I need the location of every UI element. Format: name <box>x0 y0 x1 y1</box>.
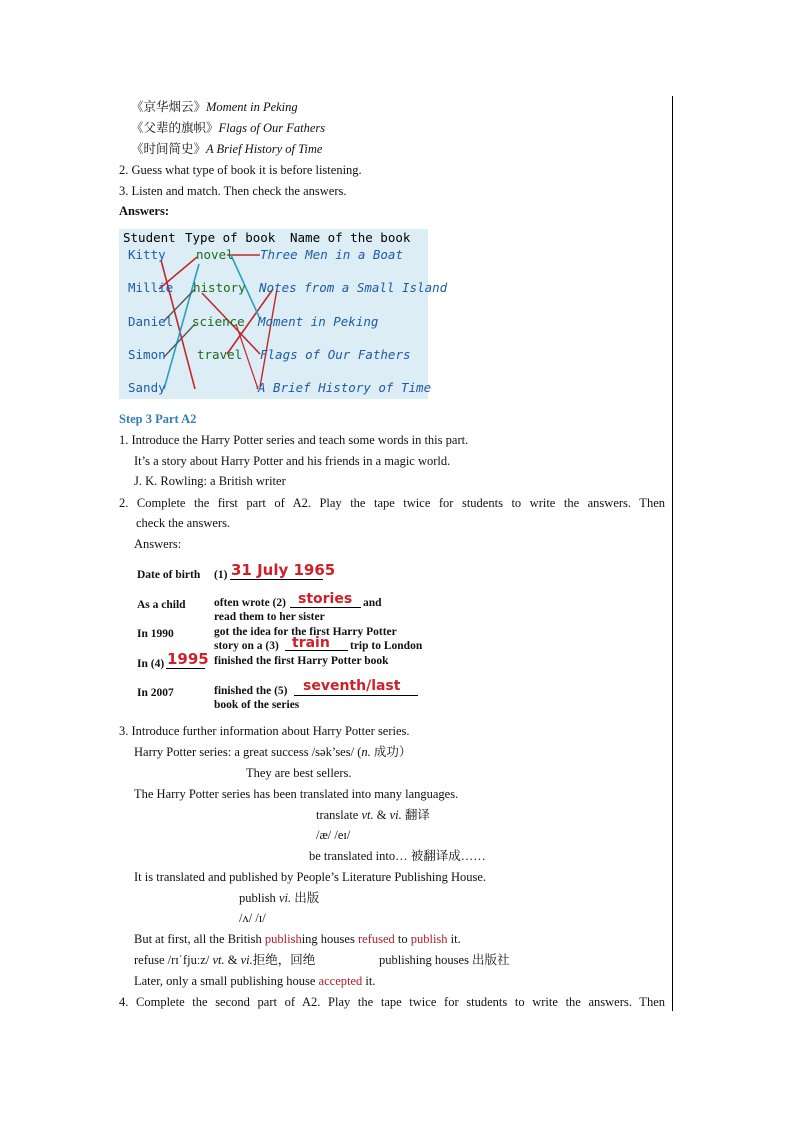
match-figure <box>119 229 448 399</box>
step3-line-3: J. K. Rowling: a British writer <box>134 474 286 488</box>
row4-label: In (4) <box>137 658 165 670</box>
book-line-2: 《父辈的旗帜》Flags of Our Fathers <box>131 121 326 135</box>
part3-line-11: But at first, all the British publishing houses refused to publish it. <box>134 932 461 946</box>
book-moment: Moment in Peking <box>258 314 379 329</box>
part3-line-12: refuse /rɪˈfjuːz/ vt. & vi.拒绝，回绝 <box>134 953 316 967</box>
book-line-1: 《京华烟云》Moment in Peking <box>131 100 298 114</box>
book-notes: Notes from a Small Island <box>259 280 448 295</box>
step3-line-4b: check the answers. <box>136 516 231 530</box>
step3-line-4a: 2. Complete the first part of A2. Play the tape twice for students to write the answers. Then <box>119 496 665 510</box>
row3-line2pre: story on a (3) <box>214 640 279 652</box>
row3-post: trip to London <box>350 640 423 652</box>
header-type: Type of book <box>185 230 276 245</box>
row5-blank <box>294 695 418 696</box>
row1-label: Date of birth <box>137 569 201 581</box>
step3-line-1: 1. Introduce the Harry Potter series and teach some words in this part. <box>119 433 469 447</box>
row2-label: As a child <box>137 599 186 611</box>
step3-answers: Answers: <box>134 537 182 551</box>
part3-line-2: Harry Potter series: a great success /sək’ses/ (n. 成功） <box>134 745 412 759</box>
part3-line-12b: publishing houses 出版社 <box>379 953 510 967</box>
student-millie: Millie <box>128 280 174 295</box>
part3-line-5: translate vt. & vi. 翻译 <box>316 808 430 822</box>
header-student: Student <box>123 230 176 245</box>
row2-post: and <box>363 597 382 609</box>
row5-pre: finished the (5) <box>214 685 288 697</box>
student-daniel: Daniel <box>128 314 174 329</box>
type-novel: novel <box>196 247 234 262</box>
student-sandy: Sandy <box>128 380 166 395</box>
step3-heading: Step 3 Part A2 <box>119 412 197 426</box>
book-three-men: Three Men in a Boat <box>260 247 403 262</box>
row4-text: finished the first Harry Potter book <box>214 655 389 667</box>
step-listen: 3. Listen and match. Then check the answers. <box>119 184 347 198</box>
page-right-rule <box>672 96 673 1011</box>
type-history: history <box>193 280 246 295</box>
book-brief: A Brief History of Time <box>258 380 432 395</box>
student-simon: Simon <box>128 347 166 362</box>
part3-line-8: It is translated and published by People’s Literature Publishing House. <box>134 870 487 884</box>
row4-answer: 1995 <box>167 650 209 668</box>
row3-pre: got the idea for the first Harry Potter <box>214 626 397 638</box>
part3-line-4: The Harry Potter series has been translated into many languages. <box>134 787 459 801</box>
row2-line2: read them to her sister <box>214 611 325 623</box>
type-travel: travel <box>197 347 243 362</box>
step-guess: 2. Guess what type of book it is before listening. <box>119 163 362 177</box>
row3-label: In 1990 <box>137 628 174 640</box>
row4-blank <box>166 668 205 669</box>
row5-line2: book of the series <box>214 699 300 711</box>
answers-label: Answers: <box>119 204 169 218</box>
row1-answer: 31 July 1965 <box>231 561 336 579</box>
row2-answer: stories <box>298 591 353 607</box>
row2-blank <box>290 607 361 608</box>
book-flags: Flags of Our Fathers <box>260 347 411 362</box>
row2-pre: often wrote (2) <box>214 597 286 609</box>
part3-line-1: 3. Introduce further information about Harry Potter series. <box>119 724 410 738</box>
row5-label: In 2007 <box>137 687 174 699</box>
part3-line-6: /æ/ /eɪ/ <box>316 828 351 842</box>
student-kitty: Kitty <box>128 247 166 262</box>
row3-answer: train <box>292 635 330 651</box>
row1-pre: (1) <box>214 569 228 581</box>
type-science: science <box>192 314 245 329</box>
part3-line-13: Later, only a small publishing house accepted it. <box>134 974 376 988</box>
book-line-3: 《时间简史》A Brief History of Time <box>131 142 323 156</box>
step3-line-2: It’s a story about Harry Potter and his friends in a magic world. <box>134 454 451 468</box>
part3-line-10: /ʌ/ /ɪ/ <box>239 911 266 925</box>
row1-blank <box>230 579 323 580</box>
part3-line-9: publish vi. 出版 <box>239 891 320 905</box>
part3-line-3: They are best sellers. <box>246 766 352 780</box>
part3-line-7: be translated into… 被翻译成…… <box>309 849 486 863</box>
header-name: Name of the book <box>290 230 411 245</box>
part3-line-14: 4. Complete the second part of A2. Play the tape twice for students to write the answers. Then <box>119 995 665 1009</box>
row5-answer: seventh/last <box>303 678 401 694</box>
